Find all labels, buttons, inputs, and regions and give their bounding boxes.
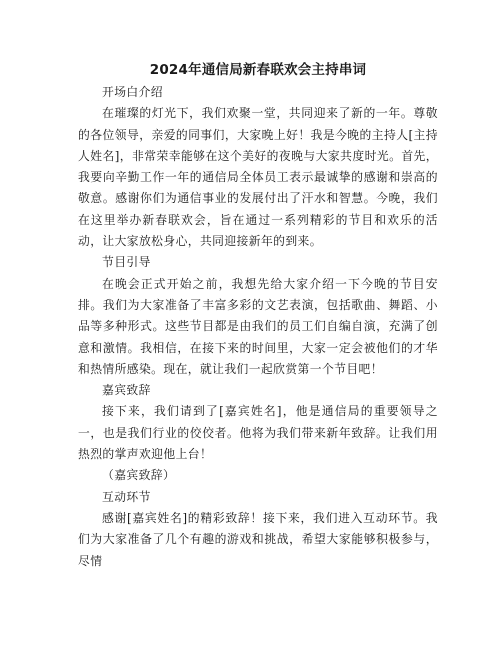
section-guest-speech: [78, 380, 438, 486]
section-heading: 节目引导: [102, 255, 151, 270]
document-body: [78, 82, 438, 572]
paragraph: 在璀璨的灯光下，我们欢聚一堂，共同迎来了新的一年。尊敬的各位领导，亲爱的同事们，大家晚上好！我是今晚的主持人[主持人姓名]，非常荣幸能够在这个美好的夜晚与大家共度时光。首先，我要向辛勤工作一年的通信局全体员工表示最诚挚的感谢和崇高的敬意。感谢你们为通信事业的发展付出了汗水和智慧。今晚，我们在这里举办新春联欢会，旨在通过一系列精彩的节目和欢乐的活动，让大家放松身心，共同迎接新年的到来。: [78, 106, 438, 249]
document-title: 2024年通信局新春联欢会主持串词: [149, 62, 367, 78]
paragraph: 在晚会正式开始之前，我想先给大家介绍一下今晚的节目安排。我们为大家准备了丰富多彩的文艺表演，包括歌曲、舞蹈、小品等多种形式。这些节目都是由我们的员工们自编自演，充满了创意和激情。我相信，在接下来的时间里，大家一定会被他们的才华和热情所感染。现在，就让我们一起欣赏第一个节目吧！: [78, 276, 438, 376]
section-heading: 嘉宾致辞: [102, 383, 151, 398]
section-heading: 互动环节: [102, 489, 151, 504]
stage-direction: （嘉宾致辞）: [102, 468, 176, 483]
section-opening: [78, 82, 438, 252]
section-interaction: [78, 487, 438, 572]
section-heading: 开场白介绍: [102, 85, 163, 99]
paragraph: 感谢[嘉宾姓名]的精彩致辞！接下来，我们进入互动环节。我们为大家准备了几个有趣的游戏和挑战，希望大家能够积极参与，尽情: [78, 510, 438, 568]
paragraph: 接下来，我们请到了[嘉宾姓名]，他是通信局的重要领导之一，也是我们行业的佼佼者。他将为我们带来新年致辞。让我们用热烈的掌声欢迎他上台！: [78, 404, 438, 462]
section-program-guide: [78, 252, 438, 380]
